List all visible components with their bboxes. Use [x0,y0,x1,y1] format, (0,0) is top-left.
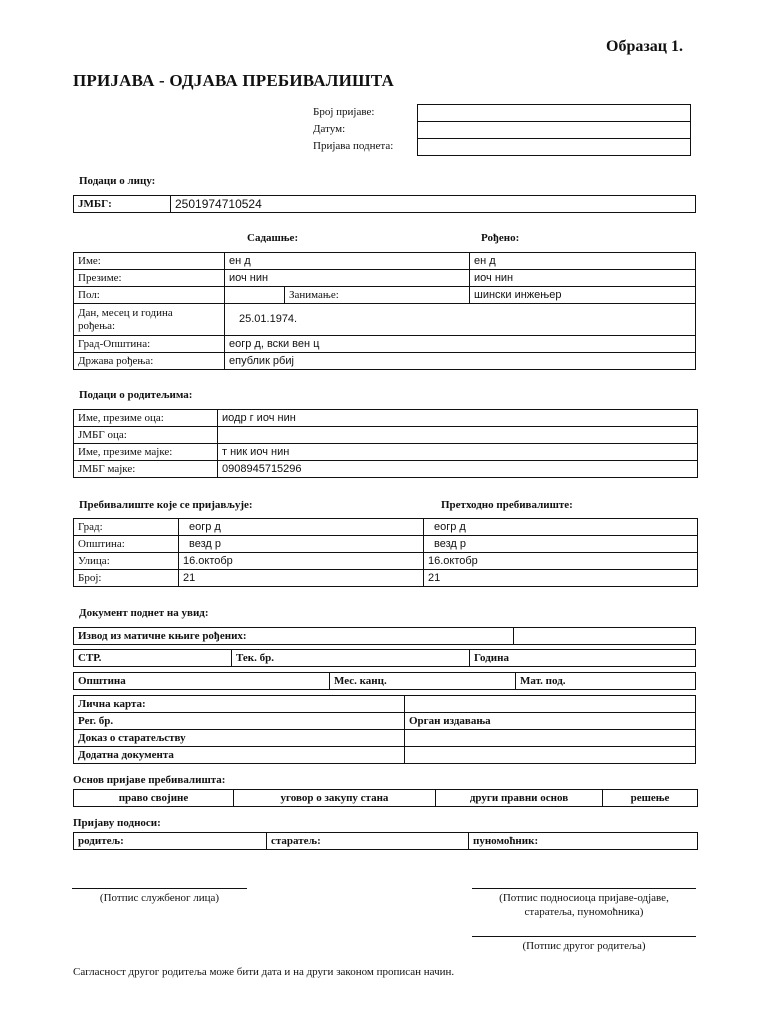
residence-city-new[interactable]: еогр д [179,519,424,536]
residence-street-previous[interactable]: 16.октобр [424,553,698,570]
basis-table [73,789,698,807]
residence-street-label: Улица: [74,553,179,570]
residence-number-new[interactable]: 21 [179,570,424,587]
page-number-label[interactable]: СТР. [74,650,232,667]
basis-option-lease[interactable]: уговор о закупу стана [234,790,436,807]
basis-option-decision[interactable]: решење [603,790,698,807]
additional-documents-value[interactable] [405,747,696,764]
registration-date-label: Датум: [313,123,346,135]
residence-number-label: Број: [74,570,179,587]
mother-name-value[interactable]: т ник иоч нин [218,444,698,461]
birth-registry-value[interactable] [514,628,696,645]
registry-area-label[interactable]: Мат. под. [516,673,696,690]
applicant-signature-label-2: старатеља, пуномоћника) [524,906,644,918]
basis-option-ownership[interactable]: право својине [74,790,234,807]
jmbg-value[interactable]: 2501974710524 [171,196,696,213]
jmbg-table [73,195,696,213]
registration-number-label: Број пријаве: [313,106,375,118]
first-name-label: Име: [74,253,225,270]
residence-table [73,518,698,587]
residence-municipality-previous[interactable]: везд р [424,536,698,553]
applicant-signature-line[interactable] [472,888,696,889]
year-label[interactable]: Година [470,650,696,667]
new-residence-heading: Пребивалиште које се пријављује: [79,499,253,511]
sex-value[interactable] [225,287,285,304]
residence-municipality-new[interactable]: везд р [179,536,424,553]
applicant-signature-label-1: (Потпис подносиоца пријаве-одјаве, [499,892,669,904]
basis-option-other[interactable]: други правни основ [436,790,603,807]
submitter-proxy[interactable]: пуномоћник: [469,833,698,850]
jmbg-label: ЈМБГ: [74,196,171,213]
registration-number-field[interactable] [417,104,691,122]
birth-registry-label: Извод из матичне књиге рођених: [74,628,514,645]
occupation-value[interactable]: шински инжењер [470,287,696,304]
documents-heading: Документ поднет на увид: [79,607,209,619]
city-municipality-value[interactable]: еогр д, вски вен ц [225,336,696,353]
parents-table [73,409,698,478]
official-signature-line[interactable] [72,888,247,889]
father-jmbg-label: ЈМБГ оца: [74,427,218,444]
footer-note: Сагласност другог родитеља може бити дата и на други законом прописан начин. [73,966,455,978]
registry-page-table [73,649,696,667]
guardianship-proof-value[interactable] [405,730,696,747]
last-name-current[interactable]: иоч нин [225,270,470,287]
birth-country-value[interactable]: епублик рбиј [225,353,696,370]
basis-heading: Основ пријаве пребивалишта: [73,774,226,786]
form-number: Образац 1. [606,38,683,55]
page-title: ПРИЈАВА - ОДЈАВА ПРЕБИВАЛИШТА [73,71,395,90]
residence-city-label: Град: [74,519,179,536]
registration-date-field[interactable] [417,121,691,139]
other-parent-signature-line[interactable] [472,936,696,937]
birth-heading: Рођено: [481,232,520,244]
id-card-label: Лична карта: [74,696,405,713]
registry-municipality-label[interactable]: Општина [74,673,330,690]
issuer-label[interactable]: Орган издавања [405,713,696,730]
registry-office-table [73,672,696,690]
birth-date-label-line2: рођења: [78,319,116,332]
guardianship-proof-label: Доказ о старатељству [74,730,405,747]
last-name-label: Презиме: [74,270,225,287]
mother-jmbg-value[interactable]: 0908945715296 [218,461,698,478]
mother-jmbg-label: ЈМБГ мајке: [74,461,218,478]
official-signature-label: (Потпис службеног лица) [99,892,220,904]
residence-city-previous[interactable]: еогр д [424,519,698,536]
birth-date-value[interactable]: 25.01.1974. [225,304,696,336]
submitter-heading: Пријаву подноси: [73,817,161,829]
city-municipality-label: Град-Општина: [74,336,225,353]
mother-name-label: Име, презиме мајке: [74,444,218,461]
first-name-current[interactable]: ен д [225,253,470,270]
reg-number-label[interactable]: Рег. бр. [74,713,405,730]
submitter-table [73,832,698,850]
parents-heading: Подаци о родитељима: [79,389,193,401]
id-card-value[interactable] [405,696,696,713]
father-name-value[interactable]: иодр г иоч нин [218,410,698,427]
residence-street-new[interactable]: 16.октобр [179,553,424,570]
submitter-parent[interactable]: родитељ: [74,833,267,850]
other-parent-signature-label: (Потпис другог родитеља) [522,940,646,952]
father-jmbg-value[interactable] [218,427,698,444]
occupation-label: Занимање: [285,287,470,304]
id-card-table [73,695,696,764]
sex-label: Пол: [74,287,225,304]
registry-office-label[interactable]: Мес. канц. [330,673,516,690]
residence-number-previous[interactable]: 21 [424,570,698,587]
submitter-guardian[interactable]: старатељ: [267,833,469,850]
registration-submitted-field[interactable] [417,138,691,156]
birth-date-label [74,304,225,336]
birth-registry-table [73,627,696,645]
registration-submitted-label: Пријава поднета: [313,140,394,152]
father-name-label: Име, презиме оца: [74,410,218,427]
first-name-birth[interactable]: ен д [470,253,696,270]
person-table [73,252,696,370]
person-heading: Подаци о лицу: [79,175,156,187]
last-name-birth[interactable]: иоч нин [470,270,696,287]
current-heading: Садашње: [247,232,299,244]
current-number-label[interactable]: Тек. бр. [232,650,470,667]
birth-country-label: Држава рођења: [74,353,225,370]
birth-date-label-line1: Дан, месец и година [78,306,173,319]
residence-municipality-label: Општина: [74,536,179,553]
additional-documents-label: Додатна документа [74,747,405,764]
previous-residence-heading: Претходно пребивалиште: [441,499,573,511]
